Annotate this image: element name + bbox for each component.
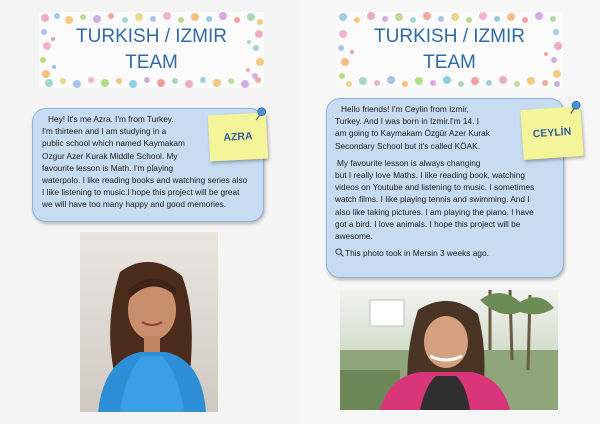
note-label: CEYLİN [532, 125, 572, 141]
text-line: Hey! It's me Azra. I'm from Turkey. [48, 114, 174, 124]
banner-title-line1: TURKISH / IZMIR [76, 26, 227, 47]
text-line: also like taking pictures. I am playing the piano. I have [335, 206, 534, 217]
text-line: Turkey. And I was born in Izmir.I'm 14. I [335, 116, 480, 127]
ceylin-photo [340, 290, 558, 410]
azra-photo [80, 232, 218, 412]
text-line: Ozgur Azer Kurak Middle School. My [42, 150, 178, 161]
text-line: public school which named Kaymakam [42, 138, 185, 149]
pushpin-icon [568, 100, 583, 115]
magnifier-icon [335, 248, 344, 257]
photo-caption-text: This photo took in Mersin 3 weeks ago. [345, 248, 489, 259]
text-line: we will have too many happy and good memories. [42, 199, 227, 210]
team-banner [337, 12, 562, 88]
text-line: waterpolo. I like reading books and watching series also [42, 175, 248, 186]
text-line: I like listening to music.I hope this project will be great [42, 187, 240, 198]
pushpin-icon [253, 106, 268, 121]
text-line: favourite lesson is Math. I'm playing [42, 162, 174, 173]
text-line: but I really love Maths. I like reading book, watching [335, 170, 526, 181]
text-line: Hello friends! I'm Ceylin from Izmir, [341, 104, 469, 114]
text-line: awesome. [335, 231, 373, 242]
banner-title [76, 24, 227, 76]
photo-caption [335, 247, 555, 259]
text-line: My favourite lesson is always changing [337, 157, 481, 168]
text-line: videos on Youtube and listening to music. I sometimes [335, 182, 535, 193]
banner-title-line2: TEAM [423, 52, 476, 73]
banner-title-line1: TURKISH / IZMIR [374, 26, 525, 47]
name-sticky-note [520, 106, 583, 160]
note-label: AZRA [223, 130, 253, 144]
text-line: am going to Kaymakam Özgür Azer Kurak [335, 128, 490, 139]
team-banner [39, 12, 264, 88]
name-sticky-note [208, 113, 268, 162]
right-page [300, 0, 600, 424]
text-line: got a bird. I love animals. I hope this project will be [335, 218, 521, 229]
text-line: watch films. I like playing tennis and swimming. And I [335, 194, 530, 205]
banner-title [374, 24, 525, 76]
ceylin-hobbies-text [335, 157, 555, 242]
banner-title-line2: TEAM [125, 52, 178, 73]
text-line: I'm thirteen and I am studying in a [42, 126, 167, 137]
text-line: Secondary School but it's called KÖAK. [335, 140, 481, 151]
